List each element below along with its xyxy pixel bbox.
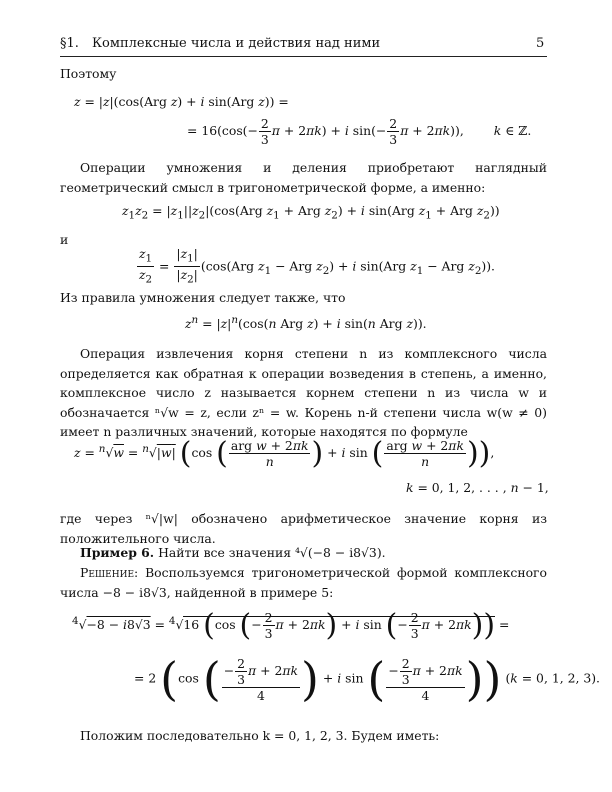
equation-3: $\frac{z_1}{z_2}$ = $\frac{|z_1|}{|z_2|}$ (cos(Arg $z_1$ − Arg $z_2) + i$ sin(Arg $z_1$ − Arg $z_2$)).	[139, 246, 495, 286]
equation-5-k-range: k = 0, 1, 2, . . . , n − 1,	[406, 480, 549, 495]
paragraph-root-definition: Операция извлечения корня степени n из комплексного числа определяется как обратная к операции возведения в степень, а именно, комплексное число z называется корнем степени n из числа w и обозначается ⁿ√w = z, если zⁿ = w. Корень n-й степени числа w(w ≠ 0) имеет n различных значений, которые находятся по формуле	[60, 346, 547, 439]
equation-6-line-2: = 2 (cos ( − $\frac{2}{3}$ π + 2πk 4 ) + i sin ( − $\frac{2}{3}$ π + 2πk 4 )) (k = 0, 1, 2, 3).	[134, 652, 600, 706]
header-section: §1.	[60, 36, 79, 51]
equation-1-line-1: z = |z|(cos(Arg z) + i sin(Arg z)) =	[74, 94, 289, 109]
example-6	[80, 545, 386, 560]
example-text: Найти все значения ⁴√(−8 − i8√3).	[158, 545, 386, 560]
page-number: 5	[536, 36, 545, 51]
word-and: и	[60, 232, 69, 247]
equation-5: z = $^n$√w = $^n$√|w| (cos ( $\frac{\text{arg w + 2πk}}{n}$ ) + i sin ( $\frac{\text{arg w + 2πk}}{n}$ )),	[74, 436, 495, 471]
paragraph-operations: Операции умножения и деления приобретают наглядный геометрический смысл в тригонометрической форме, а именно:	[60, 160, 547, 195]
solution-label: Решение:	[80, 565, 139, 580]
header-title: Комплексные числа и действия над ними	[92, 36, 381, 51]
paragraph-therefore: Поэтому	[60, 66, 117, 81]
paragraph-mult-rule: Из правила умножения следует также, что	[60, 290, 346, 305]
paragraph-last: Положим последовательно k = 0, 1, 2, 3. Будем иметь:	[80, 728, 440, 743]
header-rule	[60, 56, 547, 57]
equation-6-line-1: $^4$√−8 − i8√3 = $^4$√16 (cos (− $\frac{2}{3}$ π + 2πk) + i sin (− $\frac{2}{3}$ π + 2πk)) =	[72, 608, 510, 643]
equation-2: $z_1z_2 = |z_1||z_2|(\cos(Arg$ $z_1$ + Arg $z_2) + i$ sin(Arg $z_1$ + Arg $z_2$))	[122, 203, 500, 222]
paragraph-solution	[60, 563, 547, 602]
paragraph-where: где через ⁿ√|w| обозначено арифметическое значение корня из положительного числа.	[60, 511, 547, 546]
equation-4: $z^n = |z|^n(\cos(n$ Arg z) + i sin(n Arg z)).	[185, 314, 427, 332]
example-label: Пример 6.	[80, 545, 155, 560]
equation-1-line-2: = 16(cos(− $\frac{2}{3}$ π + 2πk) + i sin(− $\frac{2}{3}$ π + 2πk)), k ∈ ℤ.	[187, 116, 532, 147]
solution-text: Воспользуемся тригонометрической формой комплексного числа −8 − i8√3, найденной в примере 5:	[60, 565, 547, 600]
